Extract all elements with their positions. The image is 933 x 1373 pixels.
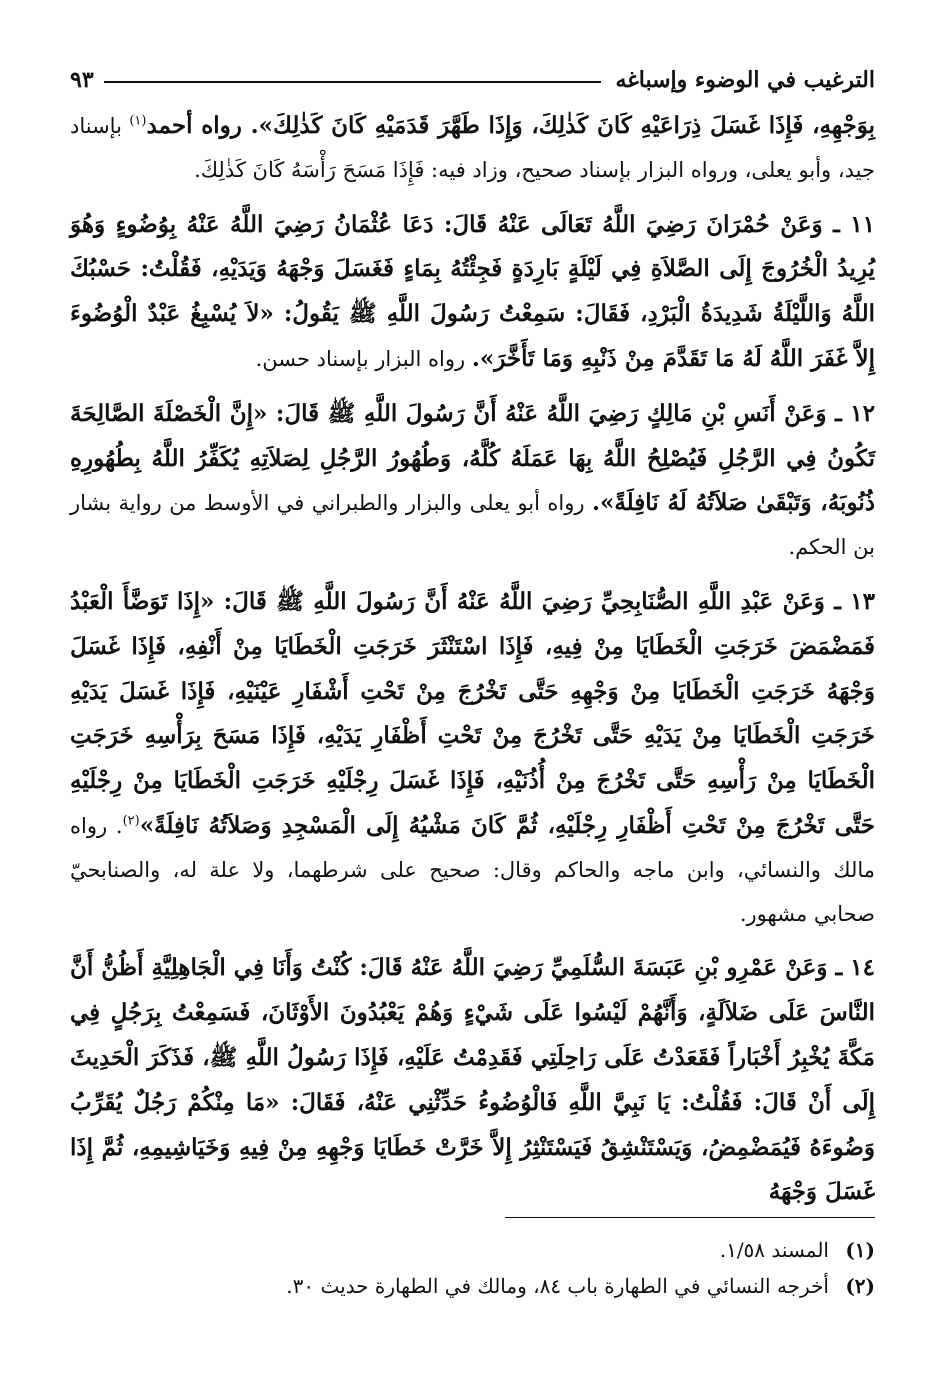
hadith-number: ١٣ ـ: [824, 587, 875, 615]
hadith-text: وَعَنْ حُمْرَانَ رَضِيَ اللَّهُ تَعَالَى عَنْهُ قَالَ: دَعَا عُثْمَانُ رَضِيَ اللَّهُ عَنْهُ بِوُضُوءٍ وَهُوَ يُرِيدُ الْخُرُوجَ إِلَى الصَّلاَةِ فِي لَيْلَةٍ بَارِدَةٍ فَجِئْتُهُ بِمَاءٍ فَغَسَلَ وَجْهَهُ وَيَدَيْهِ، فَقُلْتُ: حَسْبُكَ اللَّهُ وَاللَّيْلَةُ شَدِيدَةُ الْبَرْدِ، فَقَالَ: سَمِعْتُ رَسُولَ اللَّهِ ﷺ يَقُولُ: «لاَ يُسْبِغُ عَبْدٌ الْوُضُوءَ إِلاَّ غَفَرَ اللَّهُ لَهُ مَا تَقَدَّمَ مِنْ ذَنْبِهِ وَمَا تَأَخَّرَ».: [70, 210, 875, 372]
page-number: ٩٣: [70, 67, 94, 93]
hadith-source: . رواه مالك والنسائي، وابن ماجه والحاكم وقال: صحيح على شرطهما، ولا علة له، والصنابحيّ صحابي مشهور.: [70, 813, 875, 926]
paragraph-12: [70, 392, 875, 570]
main-text: [70, 104, 875, 1215]
footnote-2: [70, 1268, 875, 1304]
footnote-1: [70, 1232, 875, 1268]
hadith-text: بِوَجْهِهِ، فَإِذَا غَسَلَ ذِرَاعَيْهِ كَانَ كَذٰلِكَ، وَإِذَا طَهَّرَ قَدَمَيْهِ كَانَ كَذٰلِكَ». رواه أحمد: [146, 112, 875, 139]
hadith-number: ١٤ ـ: [827, 954, 875, 982]
footnotes: [70, 1232, 875, 1304]
paragraph-13: [70, 580, 875, 936]
footnote-ref[interactable]: (١): [129, 113, 147, 129]
hadith-text: وَعَنْ أَنَسِ بْنِ مَالِكٍ رَضِيَ اللَّهُ عَنْهُ أَنَّ رَسُولَ اللَّهِ ﷺ قَالَ: «إِنَّ الْخَصْلَةَ الصَّالِحَةَ تَكُونُ فِي الرَّجُلِ فَيُصْلِحُ اللَّهُ بِهَا عَمَلَهُ كُلَّهُ، وَطُهُورُ الرَّجُلِ لِصَلاَتِهِ يُكَفِّرُ اللَّهُ بِطُهُورِهِ ذُنُوبَهُ، وَتَبْقَىٰ صَلاَتُهُ لَهُ نَافِلَةً».: [70, 399, 875, 517]
chapter-title: الترغيب في الوضوء وإسباغه: [615, 67, 875, 93]
paragraph-11: [70, 203, 875, 382]
footnote-mark: (١): [845, 1238, 875, 1262]
hadith-source: رواه أبو يعلى والبزار والطبراني في الأوسط من رواية بشار بن الحكم.: [70, 491, 875, 560]
hadith-source: بإسناد جيد، وأبو يعلى، ورواه البزار بإسناد صحيح، وزاد فيه: فَإِذَا مَسَحَ رَأْسَهُ كَانَ كَذٰلِكَ.: [70, 114, 875, 182]
hadith-text: وَعَنْ عَبْدِ اللَّهِ الصُّنَابِحِيِّ رَضِيَ اللَّهُ عَنْهُ أَنَّ رَسُولَ اللَّهِ ﷺ قَالَ: «إِذَا تَوَضَّأَ الْعَبْدُ فَمَضْمَضَ خَرَجَتِ الْخَطَايَا مِنْ فِيهِ، فَإِذَا اسْتَنْثَرَ خَرَجَتِ الْخَطَايَا مِنْ أَنْفِهِ، فَإِذَا غَسَلَ وَجْهَهُ خَرَجَتِ الْخَطَايَا مِنْ وَجْهِهِ حَتَّى تَخْرُجَ مِنْ تَحْتِ أَشْفَارِ عَيْنَيْهِ، فَإِذَا غَسَلَ يَدَيْهِ خَرَجَتِ الْخَطَايَا مِنْ يَدَيْهِ حَتَّى تَخْرُجَ مِنْ تَحْتِ أَظْفَارِ يَدَيْهِ، فَإِذَا مَسَحَ بِرَأْسِهِ خَرَجَتِ الْخَطَايَا مِنْ رَأْسِهِ حَتَّى تَخْرُجَ مِنْ أُذُنَيْهِ، فَإِذَا غَسَلَ رِجْلَيْهِ خَرَجَتِ الْخَطَايَا مِنْ رِجْلَيْهِ حَتَّى تَخْرُجَ مِنْ تَحْتِ أَظْفَارِ رِجْلَيْهِ، ثُمَّ كَانَ مَشْيُهُ إِلَى الْمَسْجِدِ وَصَلاَتُهُ نَافِلَةً»: [70, 587, 875, 839]
running-header: [70, 60, 875, 100]
paragraph-14: [70, 946, 875, 1215]
hadith-text: وَعَنْ عَمْرِو بْنِ عَبَسَةَ السُّلَمِيِّ رَضِيَ اللَّهُ عَنْهُ قَالَ: كُنْتُ وَأَنَا فِي الْجَاهِلِيَّةِ أَظُنُّ أَنَّ النَّاسَ عَلَى ضَلاَلَةٍ، وَأَنَّهُمْ لَيْسُوا عَلَى شَيْءٍ وَهُمْ يَعْبُدُونَ الأَوْثَانَ، فَسَمِعْتُ بِرَجُلٍ فِي مَكَّةَ يُخْبِرُ أَخْبَاراً فَقَعَدْتُ عَلَى رَاحِلَتِي فَقَدِمْتُ عَلَيْهِ، فَإِذَا رَسُولُ اللَّهِ ﷺ، فَذَكَرَ الْحَدِيثَ إِلَى أَنْ قَالَ: فَقُلْتُ: يَا نَبِيَّ اللَّهِ فَالْوُضُوءُ حَدِّثْنِي عَنْهُ، فَقَالَ: «مَا مِنْكُمْ رَجُلٌ يُقَرِّبُ وَضُوءَهُ فَيُمَضْمِضُ، وَيَسْتَنْشِقُ فَيَسْتَنْثِرُ إِلاَّ خَرَّتْ خَطَايَا وَجْهِهِ مِنْ فِيهِ وَخَيَاشِيمِهِ، ثُمَّ إِذَا غَسَلَ وَجْهَهُ: [70, 954, 875, 1206]
hadith-number: ١١ ـ: [822, 210, 875, 238]
header-rule: [104, 81, 602, 83]
hadith-number: ١٢ ـ: [826, 399, 875, 427]
book-page: [70, 60, 875, 1360]
footnote-separator: [505, 1217, 875, 1218]
footnote-text: المسند ١/٥٨.: [719, 1238, 829, 1262]
hadith-source: رواه البزار بإسناد حسن.: [255, 346, 472, 371]
footnote-text: أخرجه النسائي في الطهارة باب ٨٤، ومالك في الطهارة حديث ٣٠.: [286, 1274, 829, 1298]
footnote-mark: (٢): [845, 1274, 875, 1298]
paragraph-continuation: [70, 104, 875, 193]
footnote-ref[interactable]: (٢): [122, 813, 140, 829]
